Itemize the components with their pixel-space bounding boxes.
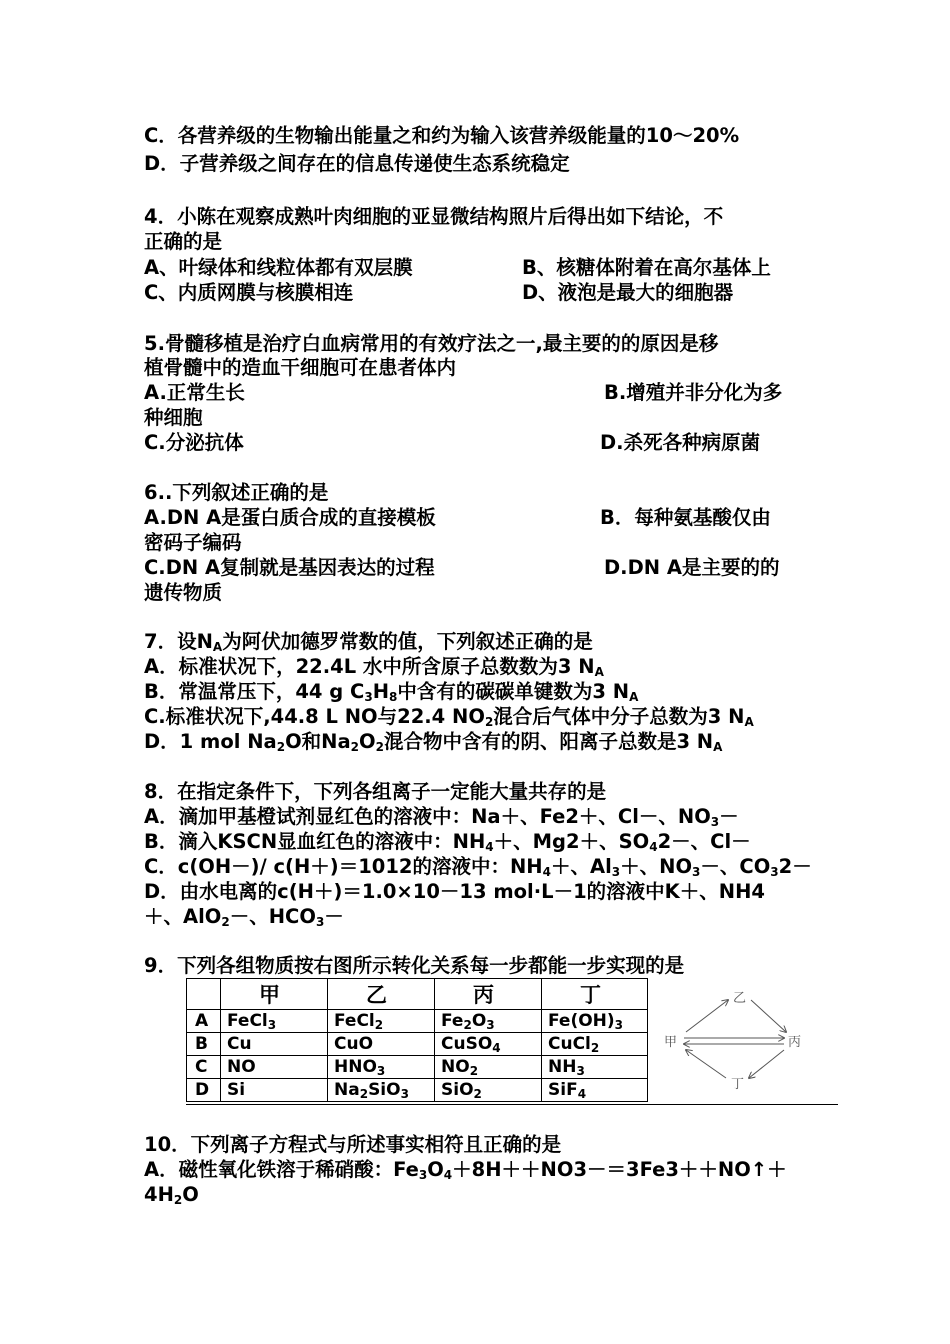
q5-option-d: D.杀死各种病原菌 — [600, 431, 761, 454]
q8-option-b: B．滴入KSCN显血红色的溶液中：$NH_4+$、Mg2＋、$SO_42-$、Cl－ — [144, 830, 751, 854]
table-row — [187, 1033, 648, 1056]
q7-option-d: D．1 mol $Na_2O$和$Na_2O_2$混合物中含有的阴、阳离子总数是3 $N_A$ — [144, 730, 723, 754]
q10-option-a-cont: $4H_2O$ — [144, 1183, 199, 1207]
q6-option-a: A.DN A是蛋白质合成的直接模板 — [144, 506, 436, 529]
conversion-cycle-diagram — [656, 982, 826, 1098]
table-cell: Cu — [221, 1033, 328, 1056]
q4-option-d: D、液泡是最大的细胞器 — [522, 281, 734, 304]
option-c-line: C．各营养级的生物输出能量之和约为输入该营养级能量的10～20% — [144, 124, 740, 147]
q4-option-a: A、叶绿体和线粒体都有双层膜 — [144, 256, 413, 279]
table-cell: $Na_2SiO_3$ — [328, 1079, 435, 1102]
table-header-cell: 乙 — [328, 979, 435, 1010]
table-header-cell: 丁 — [542, 979, 648, 1010]
node-top-label: 乙 — [733, 991, 747, 1006]
table-cell: SiO$_2$ — [435, 1079, 542, 1102]
q6-option-b: B．每种氨基酸仅由 — [600, 506, 771, 529]
q5-option-a: A.正常生长 — [144, 381, 245, 404]
q10-stem: 10．下列离子方程式与所述事实相符且正确的是 — [144, 1133, 562, 1156]
table-header-cell: 丙 — [435, 979, 542, 1010]
q7-stem: 7．设$N_A$为阿伏加德罗常数的值，下列叙述正确的是 — [144, 630, 593, 654]
q7-option-a: A．标准状况下，22.4L 水中所含原子总数数为3 $N_A$ — [144, 655, 604, 679]
row-letter: C — [187, 1056, 221, 1079]
q9-stem: 9．下列各组物质按右图所示转化关系每一步都能一步实现的是 — [144, 954, 685, 977]
table-cell: CuCl$_2$ — [542, 1033, 648, 1056]
q7-option-b: B．常温常压下，44 g $C_3H_8$中含有的碳碳单键数为3 $N_A$ — [144, 680, 639, 704]
q6-option-b-cont: 密码子编码 — [144, 531, 242, 554]
table-row — [187, 1056, 648, 1079]
arrow-right-to-bottom — [749, 1050, 784, 1078]
q5-stem-cont: 植骨髓中的造血干细胞可在患者体内 — [144, 356, 457, 379]
q4-option-c: C、内质网膜与核膜相连 — [144, 281, 354, 304]
table-cell: $Fe_2O_3$ — [435, 1010, 542, 1033]
arrow-left-to-top — [686, 1000, 728, 1032]
table-cell: CuSO$_4$ — [435, 1033, 542, 1056]
q9-table — [186, 978, 648, 1102]
table-row — [187, 1010, 648, 1033]
q6-stem: 6..下列叙述正确的是 — [144, 481, 329, 504]
table-cell: $Fe(OH)_3$ — [542, 1010, 648, 1033]
arrow-top-to-right — [751, 1000, 786, 1032]
table-header-row — [187, 979, 648, 1010]
q6-option-d: D.DN A是主要的的 — [604, 556, 780, 579]
node-bottom-label: 丁 — [731, 1077, 745, 1092]
q6-option-c: C.DN A复制就是基因表达的过程 — [144, 556, 435, 579]
q6-option-d-cont: 遗传物质 — [144, 581, 223, 604]
table-cell: Si — [221, 1079, 328, 1102]
q10-option-a: A．磁性氧化铁溶于稀硝酸：$Fe_3O_4+8H++NO3-=3Fe3++NO↑+$ — [144, 1158, 787, 1182]
table-corner-cell — [187, 979, 221, 1010]
q7-option-c: C.标准状况下,44.8 L NO与22.4 $NO_2$混合后气体中分子总数为3 $N_A$ — [144, 705, 754, 729]
row-letter: A — [187, 1010, 221, 1033]
table-header-cell: 甲 — [221, 979, 328, 1010]
arrow-bottom-to-left — [686, 1050, 726, 1078]
q5-option-b: B.增殖并非分化为多 — [604, 381, 783, 404]
q5-option-b-cont: 种细胞 — [144, 406, 203, 429]
option-d-line: D．子营养级之间存在的信息传递使生态系统稳定 — [144, 152, 570, 175]
q4-stem-cont: 正确的是 — [144, 230, 223, 253]
row-letter: D — [187, 1079, 221, 1102]
q5-option-c: C.分泌抗体 — [144, 431, 244, 454]
table-cell: CuO — [328, 1033, 435, 1056]
table-row — [187, 1079, 648, 1102]
q4-option-b: B、核糖体附着在高尔基体上 — [522, 256, 771, 279]
table-baseline-rule — [186, 1104, 838, 1105]
q8-option-c: C．c(OH－)/ c(H＋)＝1012的溶液中：$NH_4+$、$Al_3+$、$NO_3-$、$CO_32-$ — [144, 855, 812, 879]
table-cell: FeCl$_2$ — [328, 1010, 435, 1033]
q8-option-d-cont: ＋、AlO$_2$－、$HCO_3-$ — [144, 905, 344, 929]
q8-stem: 8．在指定条件下，下列各组离子一定能大量共存的是 — [144, 780, 607, 803]
table-cell: $NO_2$ — [435, 1056, 542, 1079]
table-cell: $HNO_3$ — [328, 1056, 435, 1079]
q4-stem: 4．小陈在观察成熟叶肉细胞的亚显微结构照片后得出如下结论，不 — [144, 205, 724, 228]
node-right-label: 丙 — [788, 1035, 802, 1050]
table-cell: NO — [221, 1056, 328, 1079]
q8-option-a: A．滴加甲基橙试剂显红色的溶液中：Na＋、Fe2＋、Cl－、$NO_3-$ — [144, 805, 739, 829]
row-letter: B — [187, 1033, 221, 1056]
q8-option-d: D．由水电离的c(H＋)＝1.0×10－13 mol·L－1的溶液中K＋、NH4 — [144, 880, 765, 903]
q5-stem: 5.骨髓移植是治疗白血病常用的有效疗法之一,最主要的的原因是移 — [144, 332, 719, 355]
table-cell: SiF$_4$ — [542, 1079, 648, 1102]
table-cell: FeCl$_3$ — [221, 1010, 328, 1033]
table-cell: $NH_3$ — [542, 1056, 648, 1079]
node-left-label: 甲 — [664, 1035, 678, 1050]
